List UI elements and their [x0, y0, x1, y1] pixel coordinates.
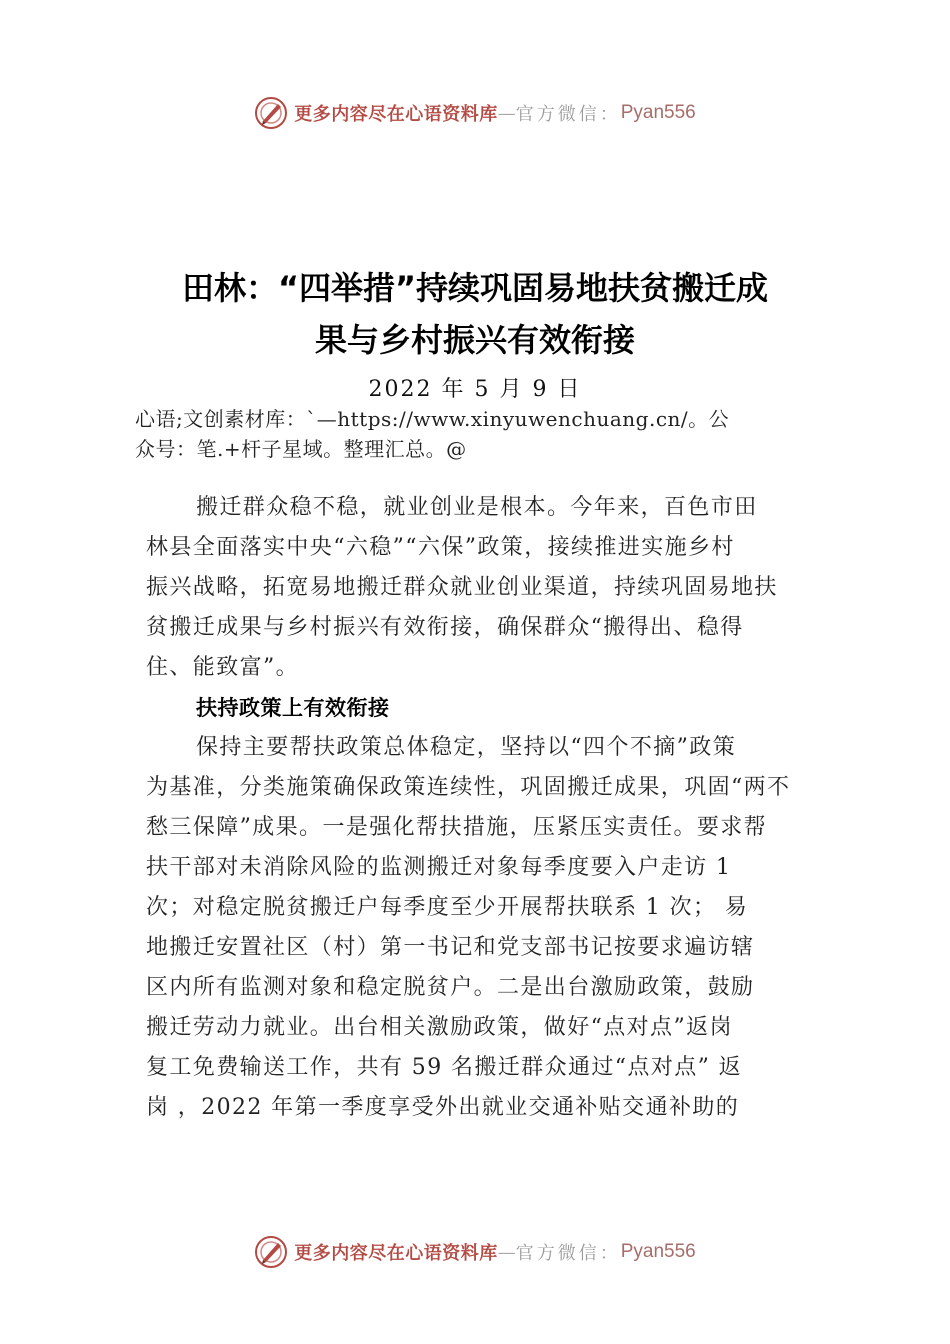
paragraph-line: 保持主要帮扶政策总体稳定，坚持以“四个不摘”政策: [196, 735, 737, 760]
header-banner: [0, 93, 950, 133]
paragraph-2: [146, 728, 822, 1128]
wechat-id: Pyan556: [620, 1241, 696, 1262]
paragraph-line: 贫搬迁成果与乡村振兴有效衔接，确保群众“搬得出、稳得: [146, 615, 744, 640]
paragraph-line: 次；对稳定脱贫搬迁户每季度至少开展帮扶联系 1 次； 易: [146, 895, 749, 920]
brand-text: 更多内容尽在心语资料库: [294, 104, 498, 125]
wechat-label: 官方微信：: [515, 104, 621, 125]
paragraph-line: 为基准，分类施策确保政策连续性，巩固搬迁成果，巩固“两不: [146, 775, 791, 800]
paragraph-line: 搬迁群众稳不稳，就业创业是根本。今年来，百色市田: [196, 495, 758, 520]
brand-text: 更多内容尽在心语资料库: [294, 1243, 498, 1264]
banner-separator: —: [497, 102, 516, 124]
banner-separator: —: [497, 1241, 516, 1263]
publish-date: 2022 年 5 月 9 日: [368, 377, 582, 402]
title-line-2: 果与乡村振兴有效衔接: [314, 321, 635, 359]
wechat-id: Pyan556: [620, 102, 696, 123]
paragraph-line: 区内所有监测对象和稳定脱贫户。二是出台激励政策，鼓励: [146, 975, 755, 1000]
brand-logo-icon: [254, 96, 288, 130]
source-line-2: 众号：笔.+杆子星域。整理汇总。@: [135, 437, 467, 461]
paragraph-line: 岗 ，2022 年第一季度享受外出就业交通补贴交通补助的: [146, 1095, 740, 1120]
source-note: [135, 404, 825, 464]
paragraph-line: 愁三保障”成果。一是强化帮扶措施，压紧压实责任。要求帮: [146, 815, 768, 840]
wechat-label: 官方微信：: [515, 1243, 621, 1264]
source-line-1: 心语;文创素材库：`—https://www.xinyuwenchuang.cn/。公: [135, 407, 730, 431]
document-body: [146, 488, 822, 1128]
paragraph-line: 地搬迁安置社区（村）第一书记和党支部书记按要求遍访辖: [146, 935, 755, 960]
section-heading: 扶持政策上有效衔接: [196, 696, 390, 720]
document-title: [100, 262, 850, 366]
paragraph-line: 扶干部对未消除风险的监测搬迁对象每季度要入户走访 1: [146, 855, 732, 880]
paragraph-line: 林县全面落实中央“六稳”“六保”政策，接续推进实施乡村: [146, 535, 735, 560]
paragraph-line: 复工免费输送工作，共有 59 名搬迁群众通过“点对点” 返: [146, 1055, 743, 1080]
footer-banner: [0, 1232, 950, 1272]
paragraph-1: [146, 488, 822, 688]
paragraph-line: 振兴战略，拓宽易地搬迁群众就业创业渠道，持续巩固易地扶: [146, 575, 778, 600]
brand-logo-icon: [254, 1235, 288, 1269]
paragraph-line: 搬迁劳动力就业。出台相关激励政策，做好“点对点”返岗: [146, 1015, 733, 1040]
paragraph-line: 住、能致富”。: [146, 655, 300, 680]
title-line-1: 田林：“四举措”持续巩固易地扶贫搬迁成: [181, 269, 769, 307]
